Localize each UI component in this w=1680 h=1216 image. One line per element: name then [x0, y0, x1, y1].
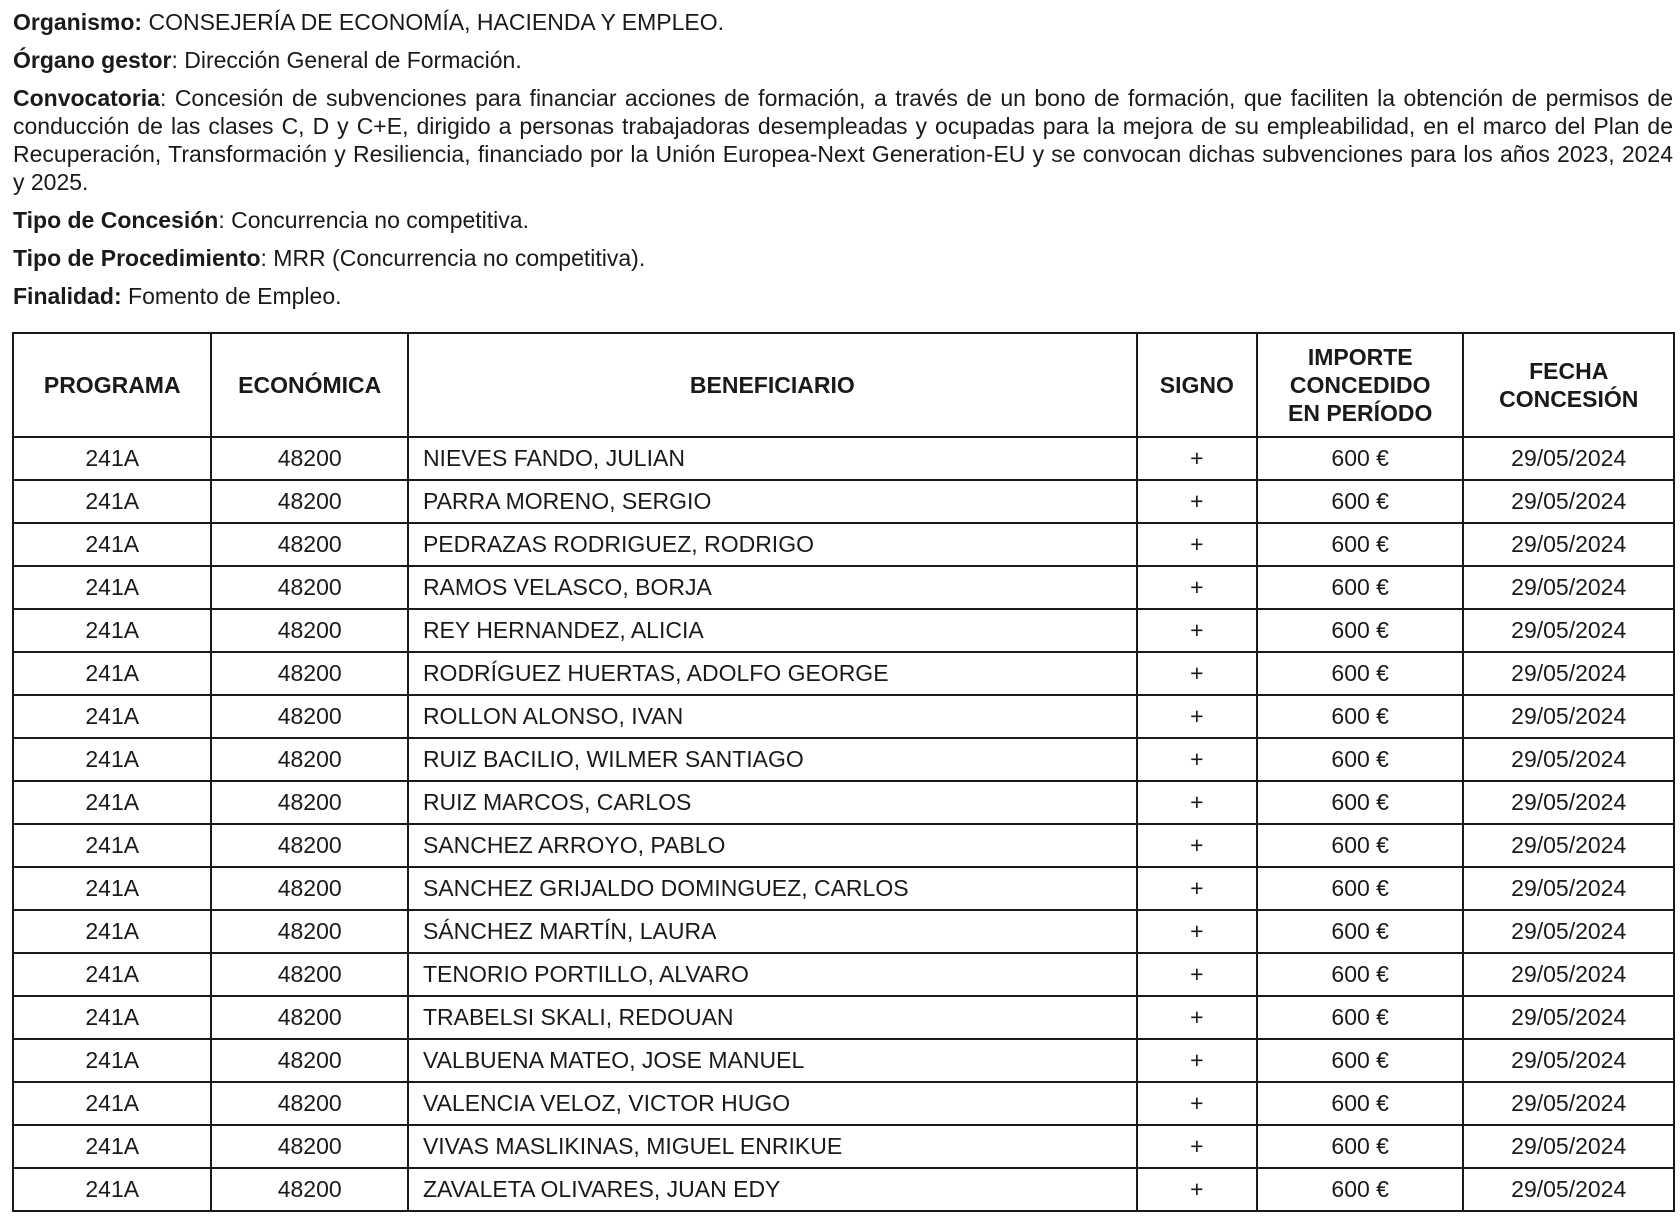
table-row	[13, 953, 1674, 996]
cell-fecha: 29/05/2024	[1463, 910, 1674, 953]
cell-signo: +	[1137, 996, 1257, 1039]
cell-beneficiario: VIVAS MASLIKINAS, MIGUEL ENRIKUE	[408, 1125, 1137, 1168]
cell-fecha: 29/05/2024	[1463, 652, 1674, 695]
table-row	[13, 996, 1674, 1039]
cell-signo: +	[1137, 437, 1257, 480]
cell-fecha: 29/05/2024	[1463, 738, 1674, 781]
cell-beneficiario: ZAVALETA OLIVARES, JUAN EDY	[408, 1168, 1137, 1211]
table-row	[13, 652, 1674, 695]
organo-gestor-line	[13, 46, 1673, 74]
cell-economica: 48200	[211, 1168, 407, 1211]
fecha-header-line1: FECHA	[1529, 358, 1609, 384]
cell-importe: 600 €	[1257, 738, 1463, 781]
cell-programa: 241A	[13, 824, 211, 867]
cell-fecha: 29/05/2024	[1463, 996, 1674, 1039]
cell-economica: 48200	[211, 1082, 407, 1125]
cell-beneficiario: PARRA MORENO, SERGIO	[408, 480, 1137, 523]
beneficiaries-table	[12, 332, 1675, 1212]
convocatoria-value: : Concesión de subvenciones para financiar acciones de formación, a través de un bono de formación, que faciliten la obtención de permisos de conducción de las clases C, D y C+E, dirigido a personas trabajadoras desempleadas y ocupadas para la mejora de su empleabilidad, en el marco del Plan de Recuperación, Transformación y Resiliencia, financiado por la Unión Europea-Next Generation-EU y se convocan dichas subvenciones para los años 2023, 2024 y 2025.	[13, 85, 1673, 195]
cell-signo: +	[1137, 609, 1257, 652]
cell-economica: 48200	[211, 738, 407, 781]
cell-importe: 600 €	[1257, 824, 1463, 867]
tipo-procedimiento-line	[13, 244, 1673, 272]
cell-programa: 241A	[13, 480, 211, 523]
fecha-header-line2: CONCESIÓN	[1499, 386, 1639, 412]
cell-economica: 48200	[211, 1125, 407, 1168]
cell-beneficiario: RODRÍGUEZ HUERTAS, ADOLFO GEORGE	[408, 652, 1137, 695]
cell-economica: 48200	[211, 652, 407, 695]
cell-importe: 600 €	[1257, 1125, 1463, 1168]
cell-importe: 600 €	[1257, 910, 1463, 953]
cell-programa: 241A	[13, 953, 211, 996]
cell-programa: 241A	[13, 437, 211, 480]
cell-fecha: 29/05/2024	[1463, 437, 1674, 480]
cell-signo: +	[1137, 910, 1257, 953]
cell-beneficiario: PEDRAZAS RODRIGUEZ, RODRIGO	[408, 523, 1137, 566]
cell-beneficiario: TRABELSI SKALI, REDOUAN	[408, 996, 1137, 1039]
cell-importe: 600 €	[1257, 437, 1463, 480]
cell-economica: 48200	[211, 695, 407, 738]
cell-economica: 48200	[211, 953, 407, 996]
cell-programa: 241A	[13, 738, 211, 781]
cell-importe: 600 €	[1257, 867, 1463, 910]
cell-importe: 600 €	[1257, 566, 1463, 609]
column-header-programa: PROGRAMA	[13, 333, 211, 437]
cell-signo: +	[1137, 566, 1257, 609]
cell-signo: +	[1137, 738, 1257, 781]
cell-signo: +	[1137, 695, 1257, 738]
cell-importe: 600 €	[1257, 996, 1463, 1039]
cell-economica: 48200	[211, 566, 407, 609]
cell-importe: 600 €	[1257, 1168, 1463, 1211]
cell-signo: +	[1137, 1039, 1257, 1082]
cell-programa: 241A	[13, 695, 211, 738]
cell-signo: +	[1137, 1125, 1257, 1168]
table-row	[13, 695, 1674, 738]
table-body	[13, 437, 1674, 1211]
cell-fecha: 29/05/2024	[1463, 523, 1674, 566]
cell-fecha: 29/05/2024	[1463, 695, 1674, 738]
cell-fecha: 29/05/2024	[1463, 824, 1674, 867]
convocatoria-label: Convocatoria	[13, 85, 160, 111]
cell-beneficiario: RUIZ BACILIO, WILMER SANTIAGO	[408, 738, 1137, 781]
column-header-economica: ECONÓMICA	[211, 333, 407, 437]
cell-programa: 241A	[13, 781, 211, 824]
cell-fecha: 29/05/2024	[1463, 566, 1674, 609]
cell-programa: 241A	[13, 566, 211, 609]
cell-programa: 241A	[13, 652, 211, 695]
column-header-signo: SIGNO	[1137, 333, 1257, 437]
importe-header-line3: EN PERÍODO	[1288, 400, 1433, 426]
finalidad-line	[13, 282, 1673, 310]
cell-programa: 241A	[13, 1125, 211, 1168]
cell-beneficiario: RUIZ MARCOS, CARLOS	[408, 781, 1137, 824]
cell-programa: 241A	[13, 1082, 211, 1125]
cell-economica: 48200	[211, 824, 407, 867]
cell-importe: 600 €	[1257, 523, 1463, 566]
cell-importe: 600 €	[1257, 609, 1463, 652]
cell-fecha: 29/05/2024	[1463, 953, 1674, 996]
cell-signo: +	[1137, 652, 1257, 695]
cell-importe: 600 €	[1257, 781, 1463, 824]
importe-header-line1: IMPORTE	[1307, 344, 1413, 370]
finalidad-value: Fomento de Empleo.	[121, 283, 342, 309]
column-header-beneficiario: BENEFICIARIO	[408, 333, 1137, 437]
table-row	[13, 480, 1674, 523]
cell-signo: +	[1137, 523, 1257, 566]
cell-importe: 600 €	[1257, 480, 1463, 523]
tipo-procedimiento-value: : MRR (Concurrencia no competitiva).	[260, 245, 646, 271]
cell-importe: 600 €	[1257, 1082, 1463, 1125]
cell-programa: 241A	[13, 609, 211, 652]
organismo-label: Organismo:	[13, 9, 143, 35]
cell-fecha: 29/05/2024	[1463, 1082, 1674, 1125]
cell-programa: 241A	[13, 996, 211, 1039]
table-row	[13, 867, 1674, 910]
organismo-value: CONSEJERÍA DE ECONOMÍA, HACIENDA Y EMPLEO.	[142, 9, 725, 35]
table-row	[13, 523, 1674, 566]
cell-signo: +	[1137, 953, 1257, 996]
cell-importe: 600 €	[1257, 953, 1463, 996]
cell-beneficiario: RAMOS VELASCO, BORJA	[408, 566, 1137, 609]
cell-signo: +	[1137, 1168, 1257, 1211]
table-row	[13, 1039, 1674, 1082]
organo-gestor-label: Órgano gestor	[13, 47, 172, 73]
cell-programa: 241A	[13, 867, 211, 910]
cell-fecha: 29/05/2024	[1463, 1125, 1674, 1168]
cell-signo: +	[1137, 1082, 1257, 1125]
document-header	[13, 8, 1673, 320]
tipo-procedimiento-label: Tipo de Procedimiento	[13, 245, 261, 271]
table-row	[13, 910, 1674, 953]
cell-beneficiario: NIEVES FANDO, JULIAN	[408, 437, 1137, 480]
finalidad-label: Finalidad:	[13, 283, 122, 309]
cell-economica: 48200	[211, 609, 407, 652]
cell-beneficiario: VALENCIA VELOZ, VICTOR HUGO	[408, 1082, 1137, 1125]
cell-economica: 48200	[211, 1039, 407, 1082]
cell-fecha: 29/05/2024	[1463, 1168, 1674, 1211]
table-row	[13, 1168, 1674, 1211]
table-row	[13, 609, 1674, 652]
cell-economica: 48200	[211, 996, 407, 1039]
table-row	[13, 437, 1674, 480]
cell-signo: +	[1137, 480, 1257, 523]
cell-fecha: 29/05/2024	[1463, 1039, 1674, 1082]
cell-fecha: 29/05/2024	[1463, 781, 1674, 824]
cell-economica: 48200	[211, 523, 407, 566]
cell-economica: 48200	[211, 781, 407, 824]
table-row	[13, 781, 1674, 824]
cell-beneficiario: VALBUENA MATEO, JOSE MANUEL	[408, 1039, 1137, 1082]
cell-importe: 600 €	[1257, 695, 1463, 738]
table-row	[13, 566, 1674, 609]
cell-programa: 241A	[13, 1039, 211, 1082]
table-row	[13, 1125, 1674, 1168]
cell-economica: 48200	[211, 480, 407, 523]
cell-economica: 48200	[211, 867, 407, 910]
cell-beneficiario: SANCHEZ ARROYO, PABLO	[408, 824, 1137, 867]
cell-signo: +	[1137, 824, 1257, 867]
column-header-fecha	[1463, 333, 1674, 437]
organo-gestor-value: : Dirección General de Formación.	[171, 47, 522, 73]
table-header-row	[13, 333, 1674, 437]
cell-beneficiario: SÁNCHEZ MARTÍN, LAURA	[408, 910, 1137, 953]
cell-signo: +	[1137, 781, 1257, 824]
cell-programa: 241A	[13, 1168, 211, 1211]
cell-signo: +	[1137, 867, 1257, 910]
cell-programa: 241A	[13, 910, 211, 953]
cell-beneficiario: SANCHEZ GRIJALDO DOMINGUEZ, CARLOS	[408, 867, 1137, 910]
tipo-concesion-value: : Concurrencia no competitiva.	[218, 207, 529, 233]
convocatoria-paragraph	[13, 84, 1673, 196]
importe-header-line2: CONCEDIDO	[1289, 372, 1431, 398]
cell-economica: 48200	[211, 437, 407, 480]
tipo-concesion-line	[13, 206, 1673, 234]
cell-importe: 600 €	[1257, 1039, 1463, 1082]
cell-programa: 241A	[13, 523, 211, 566]
table-row	[13, 824, 1674, 867]
cell-fecha: 29/05/2024	[1463, 609, 1674, 652]
cell-importe: 600 €	[1257, 652, 1463, 695]
cell-beneficiario: REY HERNANDEZ, ALICIA	[408, 609, 1137, 652]
cell-beneficiario: ROLLON ALONSO, IVAN	[408, 695, 1137, 738]
table-row	[13, 738, 1674, 781]
cell-beneficiario: TENORIO PORTILLO, ALVARO	[408, 953, 1137, 996]
table-row	[13, 1082, 1674, 1125]
organismo-line	[13, 8, 1673, 36]
cell-economica: 48200	[211, 910, 407, 953]
cell-fecha: 29/05/2024	[1463, 480, 1674, 523]
cell-fecha: 29/05/2024	[1463, 867, 1674, 910]
tipo-concesion-label: Tipo de Concesión	[13, 207, 219, 233]
column-header-importe	[1257, 333, 1463, 437]
